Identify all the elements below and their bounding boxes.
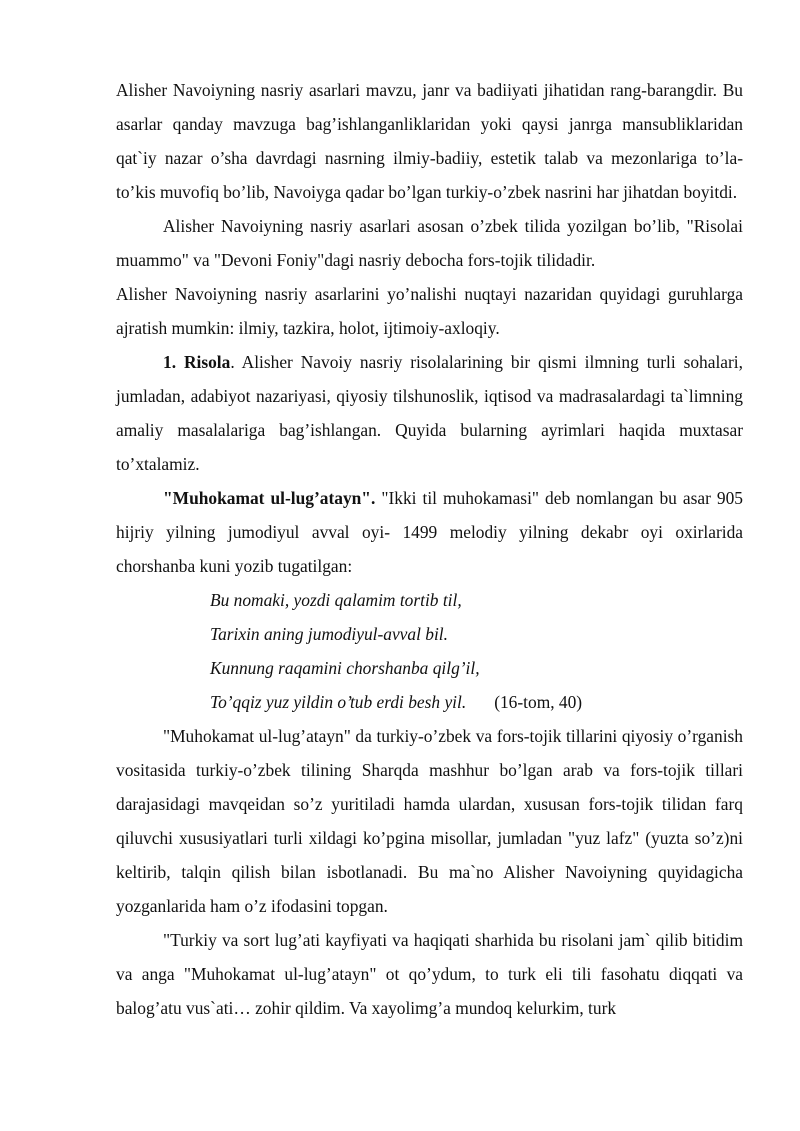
paragraph-risola bbox=[116, 345, 743, 481]
verse-block bbox=[116, 583, 743, 719]
work-title-muhokamat: "Muhokamat ul-lug’atayn". bbox=[163, 488, 376, 508]
paragraph-language: Alisher Navoiyning nasriy asarlari asosan o’zbek tilida yozilgan bo’lib, "Risolai muammo" va "Devoni Foniy"dagi nasriy debocha fors-tojik tilidadir. bbox=[116, 216, 743, 270]
document-body bbox=[116, 73, 743, 1025]
verse-line: Kunnung raqamini chorshanba qilg’il, bbox=[210, 658, 480, 678]
paragraph-risola-text: . Alisher Navoiy nasriy risolalarining bir qismi ilmning turli sohalari, jumladan, adabiyot nazariyasi, qiyosiy tilshunoslik, iqtisod va madrasalardagi ta`limning amaliy masalalariga bag’ishlangan. Quyida bularning ayrimlari haqida muxtasar to’xtalamiz. bbox=[116, 352, 743, 474]
paragraph-groups: Alisher Navoiyning nasriy asarlarini yo’nalishi nuqtayi nazaridan quyidagi guruhlarga ajratish mumkin: ilmiy, tazkira, holot, ijtimoiy-axloqiy. bbox=[116, 284, 743, 338]
paragraph-quote: "Turkiy va sort lug’ati kayfiyati va haqiqati sharhida bu risolani jam` qilib bitidim va anga "Muhokamat ul-lug’atayn" ot qo’ydum, to turk eli tili fasohatu diqqati va balog’atu vus`ati… zohir qildim. Va xayolimg’a mundoq kelurkim, turk bbox=[116, 930, 743, 1018]
verse-source: (16-tom, 40) bbox=[494, 692, 583, 712]
verse-line: Tarixin aning jumodiyul-avval bil. bbox=[210, 624, 448, 644]
paragraph-muhokamat bbox=[116, 481, 743, 583]
paragraph-muhokamat-text: "Ikki til muhokamasi" deb nomlangan bu asar 905 hijriy yilning jumodiyul avval oyi- 1499 melodiy yilning dekabr oyi oxirlarida chorshanba kuni yozib tugatilgan: bbox=[116, 488, 744, 576]
verse-line: Bu nomaki, yozdi qalamim tortib til, bbox=[210, 590, 462, 610]
paragraph-intro: Alisher Navoiyning nasriy asarlari mavzu, janr va badiiyati jihatidan rang-barangdir. Bu asarlar qanday mavzuga bag’ishlanganliklaridan yoki qaysi janrga mansubliklaridan qat`iy nazar o’sha davrdagi nasrning ilmiy-badiiy, estetik talab va mezonlariga to’la-to’kis muvofiq bo’lib, Navoiyga qadar bo’lgan turkiy-o’zbek nasrini har jihatdan boyitdi. bbox=[116, 80, 743, 202]
paragraph-comparison: "Muhokamat ul-lug’atayn" da turkiy-o’zbek va fors-tojik tillarini qiyosiy o’rganish vositasida turkiy-o’zbek tilining Sharqda mashhur bo’lgan arab va fors-tojik tillari darajasidagi mavqeidan so’z yuritiladi hamda ulardan, xususan fors-tojik tilidan farq qiluvchi xususiyatlari turli xildagi ko’pgina misollar, jumladan "yuz lafz" (yuzta so’z)ni keltirib, talqin qilish bilan isbotlanadi. Bu ma`no Alisher Navoiyning quyidagicha yozganlarida ham o’z ifodasini topgan. bbox=[116, 726, 743, 916]
verse-line: To’qqiz yuz yildin o’tub erdi besh yil. (16-tom, 40) bbox=[210, 692, 583, 712]
section-heading-risola: 1. Risola bbox=[163, 352, 231, 372]
